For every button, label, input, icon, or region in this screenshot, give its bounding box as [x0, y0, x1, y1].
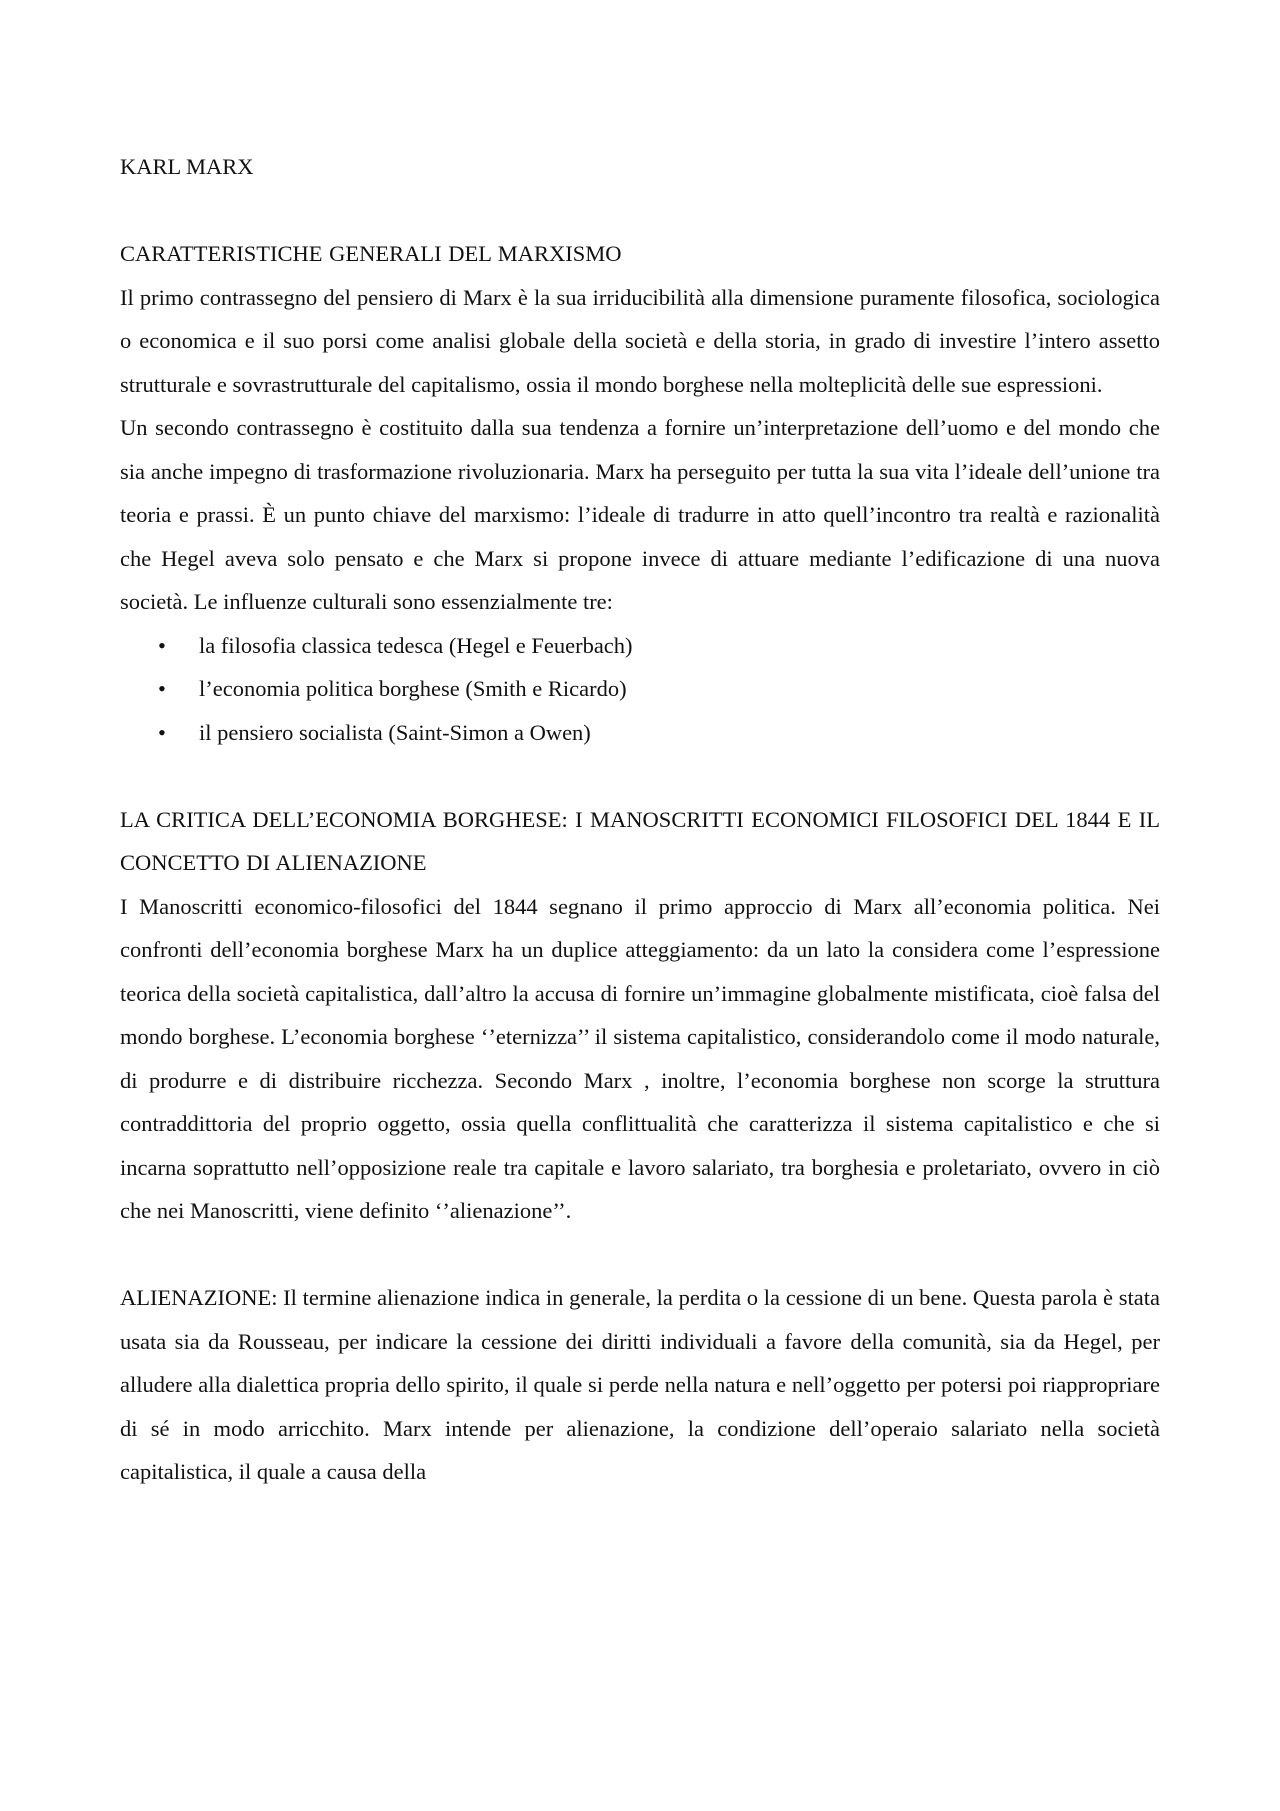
paragraph-alienation: ALIENAZIONE: Il termine alienazione indica in generale, la perdita o la cessione di un bene. Questa parola è stata usata sia da Rousseau, per indicare la cessione dei diritti individuali a favore della comunità, sia da Hegel, per alludere alla dialettica propria dello spirito, il quale si perde nella natura e nell’oggetto per potersi poi riappropriare di sé in modo arricchito. Marx intende per alienazione, la condizione dell’operaio salariato nella società capitalistica, il quale a causa della [120, 1285, 1160, 1484]
list-item-text: il pensiero socialista (Saint-Simon a Owen) [199, 719, 591, 745]
list-item [158, 624, 1160, 668]
paragraph-manuscripts: I Manoscritti economico-filosofici del 1844 segnano il primo approccio di Marx all’economia politica. Nei confronti dell’economia borghese Marx ha un duplice atteggiamento: da un lato la considera come l’espressione teorica della società capitalistica, dall’altro la accusa di fornire un’immagine globalmente mistificata, cioè falsa del mondo borghese. L’economia borghese ‘’eternizza’’ il sistema capitalistico, considerandolo come il modo naturale, di produrre e di distribuire ricchezza. Secondo Marx , inoltre, l’economia borghese non scorge la struttura contraddittoria del proprio oggetto, ossia quella conflittualità che caratterizza il sistema capitalistico e che si incarna soprattutto nell’opposizione reale tra capitale e lavoro salariato, tra borghesia e proletariato, ovvero in ciò che nei Manoscritti, viene definito ‘’alienazione’’. [120, 893, 1160, 1223]
bullet-icon: • [158, 719, 166, 745]
document-title: KARL MARX [120, 154, 254, 179]
spacer [120, 754, 1160, 798]
spacer [120, 1233, 1160, 1277]
document-page [120, 145, 1160, 1494]
list-item-text: la filosofia classica tedesca (Hegel e Feuerbach) [199, 632, 633, 658]
bullet-icon: • [158, 676, 166, 701]
bullet-icon: • [158, 632, 166, 658]
section-heading-critique: LA CRITICA DELL’ECONOMIA BORGHESE: I MANOSCRITTI ECONOMICI FILOSOFICI DEL 1844 E IL CONCETTO DI ALIENAZIONE [120, 806, 1160, 875]
list-item [158, 667, 1160, 711]
section-heading-characteristics: CARATTERISTICHE GENERALI DEL MARXISMO [120, 241, 622, 266]
list-item [158, 711, 1160, 755]
paragraph-first-mark: Il primo contrassegno del pensiero di Marx è la sua irriducibilità alla dimensione puramente filosofica, sociologica o economica e il suo porsi come analisi globale della società e della storia, in grado di investire l’intero assetto strutturale e sovrastrutturale del capitalismo, ossia il mondo borghese nella molteplicità delle sue espressioni. [120, 284, 1160, 397]
list-item-text: l’economia politica borghese (Smith e Ricardo) [199, 676, 627, 701]
spacer [120, 189, 1160, 233]
paragraph-second-mark: Un secondo contrassegno è costituito dalla sua tendenza a fornire un’interpretazione dell’uomo e del mondo che sia anche impegno di trasformazione rivoluzionaria. Marx ha perseguito per tutta la sua vita l’ideale dell’unione tra teoria e prassi. È un punto chiave del marxismo: l’ideale di tradurre in atto quell’incontro tra realtà e razionalità che Hegel aveva solo pensato e che Marx si propone invece di attuare mediante l’edificazione di una nuova società. Le influenze culturali sono essenzialmente tre: [120, 415, 1160, 614]
influences-list [120, 624, 1160, 755]
